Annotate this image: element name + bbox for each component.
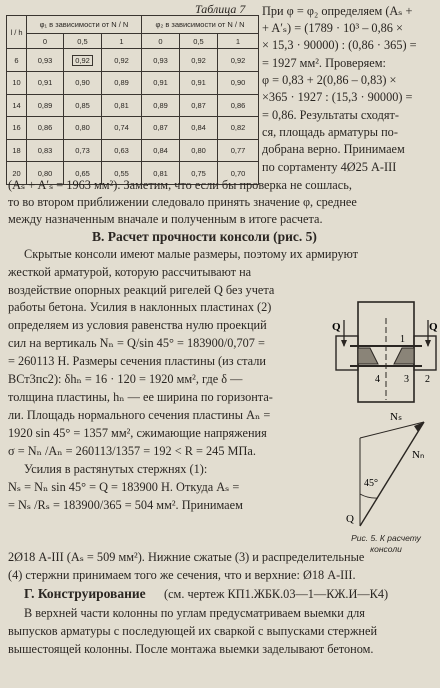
text-line: = 1927 мм². Проверяем:	[262, 56, 386, 70]
right-beam	[414, 336, 436, 370]
text-line: 1920 sin 45° = 1357 мм², сжимающие напряжения	[8, 426, 267, 440]
text-line: 2Ø18 А-III (Aₛ = 509 мм²). Нижние сжатые (3) и распределительные	[8, 550, 365, 564]
section-heading-b: В. Расчет прочности консоли (рис. 5)	[92, 229, 317, 244]
text-line: жесткой арматурой, которую рассчитывают на	[8, 265, 252, 279]
text-line: ся, площадь арматуры по-	[262, 125, 398, 139]
arrow-head	[425, 340, 431, 347]
table-cell: 0,92	[218, 49, 259, 72]
text-line: φ = 0,83 + 2(0,86 – 0,83) ×	[262, 73, 397, 87]
text-line: работы бетона. Усилия в наклонных пластинах (2)	[8, 300, 272, 314]
force-line-ns	[360, 422, 424, 438]
table-cell: 0,93	[142, 49, 180, 72]
table-cell: 0,77	[218, 139, 259, 162]
table-cell: 0,81	[102, 94, 142, 117]
label-q-force: Q	[346, 513, 354, 525]
table-cell: 0,73	[64, 139, 102, 162]
figure-caption-line-1: Рис. 5. К расчету	[351, 533, 421, 543]
table-subheader: 0,5	[64, 33, 102, 48]
table-cell: 0,63	[102, 139, 142, 162]
table-cell: 16	[7, 117, 27, 140]
text-line: (4) стержни принимаем того же сечения, что и верхние: Ø18 А-III.	[8, 568, 356, 582]
text-line: В верхней части колонны по углам предусматриваем выемки для	[24, 606, 365, 620]
table-cell-boxed: 0,92	[72, 55, 93, 66]
table-cell: 0,84	[142, 139, 180, 162]
text-line: по сортаменту 4Ø25 А-III	[262, 160, 397, 174]
table-cell: 0,83	[27, 139, 64, 162]
force-line-nn	[360, 422, 424, 526]
text-line: Nₛ = Nₙ sin 45° = Q = 183900 Н. Откуда Aₛ =	[8, 480, 240, 494]
text-line: сил на вертикаль Nₙ = Q/sin 45° = 183900/0,707 =	[8, 336, 265, 350]
text-line: = 260113 Н. Размеры сечения пластины (из стали	[8, 354, 266, 368]
table-cell: 0,89	[102, 71, 142, 94]
text-line: между назначенным вначале и полученным в итоге расчета.	[8, 212, 323, 226]
table-cell: 14	[7, 94, 27, 117]
table-cell: 0,70	[218, 162, 259, 185]
text-line: выпусков арматуры с последующей их сваркой с выпусками стержней	[8, 624, 378, 638]
table-cell: 0,91	[142, 71, 180, 94]
table-subheader: 1	[218, 33, 259, 48]
table-cell: 0,89	[27, 94, 64, 117]
arrow-head	[341, 340, 347, 347]
text-line: При φ = φ₂ определяем (Aₛ +	[262, 4, 413, 18]
text-line: × 15,3 · 90000) : (0,86 · 365) =	[262, 38, 417, 52]
text-line: (Aₛ + A′ₛ = 1963 мм²). Заметим, что если бы проверка не сошлась,	[8, 178, 352, 192]
text-line: Скрытые консоли имеют малые размеры, поэтому их армируют	[24, 247, 359, 261]
force-diagram	[338, 408, 438, 530]
table-header-l-h: l / h	[7, 16, 27, 49]
text-line: σ = Nₙ /Aₙ = 260113/1357 = 192 < R = 245 МПа.	[8, 444, 256, 458]
text-line: вышестоящей колонны. После монтажа выемки заделывают бетоном.	[8, 642, 374, 656]
label-q-left: Q	[332, 321, 341, 333]
table-row	[7, 94, 259, 117]
section-heading-g: Г. Конструирование	[24, 586, 146, 601]
angle-arc	[360, 494, 378, 498]
table-subheader: 0,5	[180, 33, 218, 48]
table-cell: 0,87	[180, 94, 218, 117]
table-header-phi1: φ₁ в зависимости от N / N	[27, 16, 142, 34]
table-cell: 0,74	[102, 117, 142, 140]
table-cell: 0,65	[64, 162, 102, 185]
table-cell: 0,90	[64, 71, 102, 94]
text-line: (см. чертеж КП1.ЖБК.03—1—КЖ.И—К4)	[164, 587, 389, 601]
table-cell: 0,90	[218, 71, 259, 94]
label-nn: Nₙ	[412, 449, 425, 461]
table-cell: 0,91	[180, 71, 218, 94]
text-line: определяем из условия равенства нулю проекций	[8, 318, 267, 332]
table-cell: 0,82	[218, 117, 259, 140]
table-row	[7, 139, 259, 162]
table-cell: 0,92	[102, 49, 142, 72]
table-cell: 0,85	[64, 94, 102, 117]
table-cell: 6	[7, 49, 27, 72]
table-cell	[64, 49, 102, 72]
figure-caption-line-2: консоли	[370, 544, 402, 554]
table-cell: 10	[7, 71, 27, 94]
label-3: 3	[404, 374, 409, 385]
table-subheader: 0	[142, 33, 180, 48]
table-cell: 18	[7, 139, 27, 162]
table-cell: 0,80	[180, 139, 218, 162]
figure-caption	[338, 533, 434, 555]
text-line: ли. Площадь нормального сечения пластины Aₙ =	[8, 408, 271, 422]
table-cell: 0,89	[142, 94, 180, 117]
text-line: добрана верно. Принимаем	[262, 142, 405, 156]
left-beam	[336, 336, 358, 370]
text-line: то во втором приближении следовало принять значение φ, среднее	[8, 195, 357, 209]
table-cell: 0,93	[27, 49, 64, 72]
label-angle: 45°	[364, 478, 378, 489]
table-cell: 0,80	[27, 162, 64, 185]
label-1: 1	[400, 334, 405, 345]
text-line: толщина пластины, hₙ — ее ширина по горизонта-	[8, 390, 273, 404]
console-diagram	[330, 300, 438, 408]
label-ns: Nₛ	[390, 411, 403, 423]
text-line: Усилия в растянутых стержнях (1):	[24, 462, 208, 476]
left-plate	[358, 348, 378, 364]
text-line: = Nₛ /Rₛ = 183900/365 = 504 мм². Принимаем	[8, 498, 243, 512]
table-cell: 0,75	[180, 162, 218, 185]
table-caption: Таблица 7	[195, 2, 246, 16]
table-cell: 0,87	[142, 117, 180, 140]
table-subheader: 0	[27, 33, 64, 48]
text-line: ×365 · 1927 : (15,3 · 90000) =	[262, 90, 413, 104]
table-cell: 20	[7, 162, 27, 185]
text-line: воздействие опорных реакций ригелей Q без учета	[8, 283, 275, 297]
table-cell: 0,80	[64, 117, 102, 140]
table-row	[7, 49, 259, 72]
table-row	[7, 71, 259, 94]
table-cell: 0,92	[180, 49, 218, 72]
table-cell: 0,91	[27, 71, 64, 94]
table-row	[7, 117, 259, 140]
table-cell: 0,55	[102, 162, 142, 185]
table-cell: 0,86	[27, 117, 64, 140]
table-cell: 0,86	[218, 94, 259, 117]
table-cell: 0,81	[142, 162, 180, 185]
label-q-right: Q	[429, 321, 438, 333]
label-2: 2	[425, 374, 430, 385]
table-7	[6, 15, 259, 185]
text-line: ВСт3пс2): δhₙ = 16 · 120 = 1920 мм², где δ —	[8, 372, 243, 386]
label-4: 4	[375, 374, 380, 385]
text-line: + A′ₛ) = (1789 · 10³ – 0,86 ×	[262, 21, 403, 35]
table-header-phi2: φ₂ в зависимости от N / N	[142, 16, 259, 34]
table-subheader: 1	[102, 33, 142, 48]
text-line: = 0,86. Результаты сходят-	[262, 108, 399, 122]
right-plate	[394, 348, 414, 364]
table-cell: 0,84	[180, 117, 218, 140]
